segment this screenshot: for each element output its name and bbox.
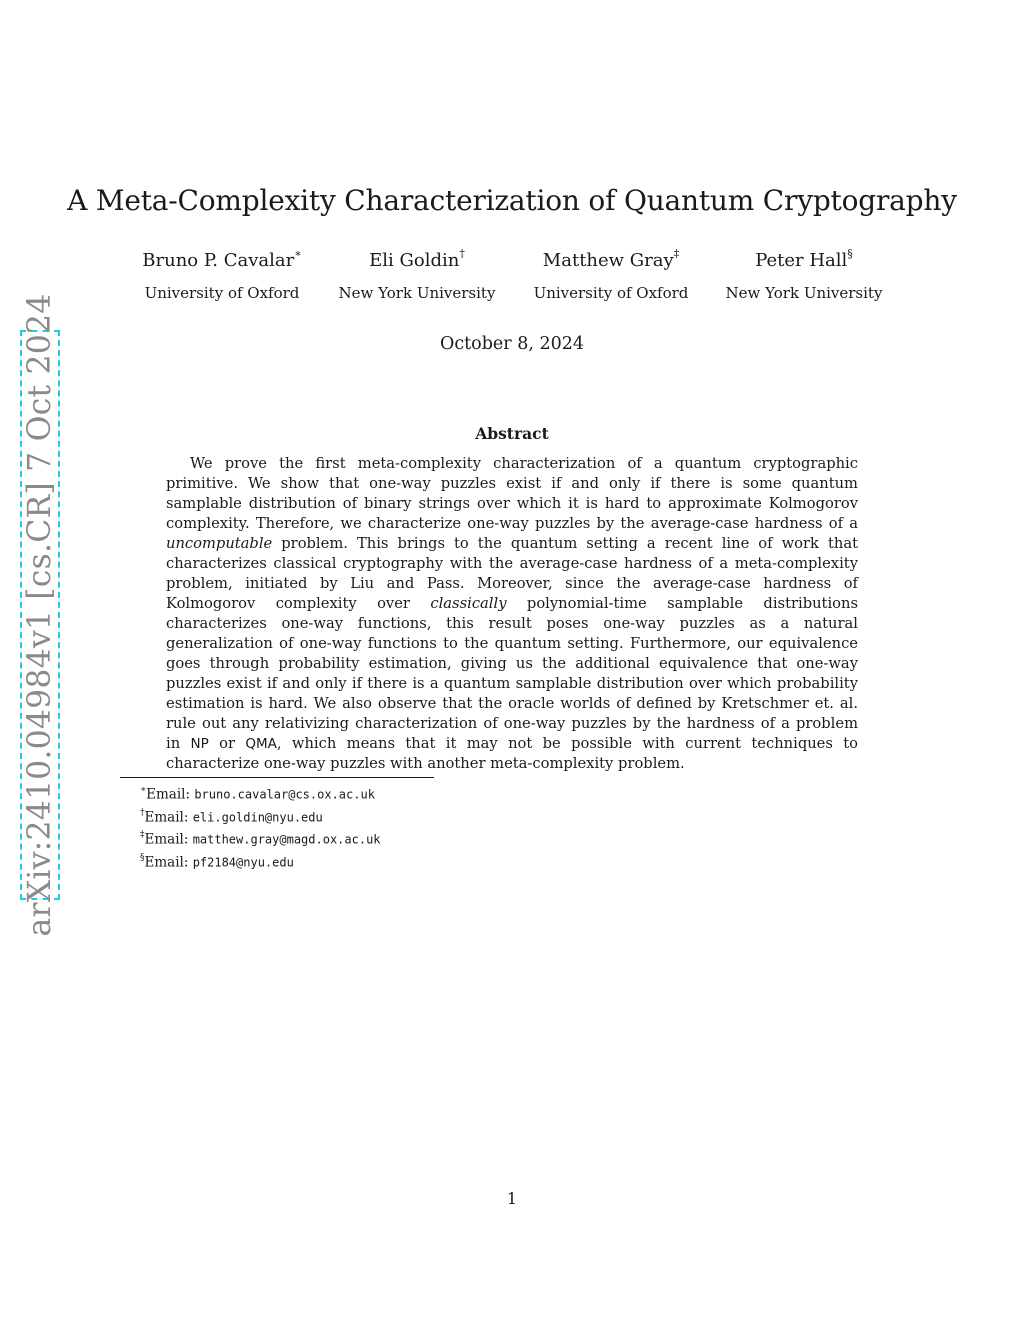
author-block — [699, 244, 909, 303]
footnote: †Email: eli.goldin@nyu.edu — [140, 807, 323, 825]
author-name: Bruno P. Cavalar∗ — [142, 247, 302, 271]
author-name: Matthew Gray‡ — [542, 247, 680, 271]
footnote-email[interactable]: pf2184@nyu.edu — [192, 855, 294, 869]
complexity-class-qma: QMA — [245, 736, 277, 752]
abstract-body: We prove the first meta-complexity characterization of a quantum cryptographic primitive. We show that one-way puzzles exist if and only if there is some quantum samplable distribution of binary strings over which it is hard to approximate Kolmogorov complexity. Therefore, we characterize one-way puzzles by the average-case hardness of a uncomputable problem. This brings to the quantum setting a recent line of work that characterizes classical cryptography with the average-case hardness of a meta-complexity problem, initiated by Liu and Pass. Moreover, since the average-case hardness of Kolmogorov complexity over classically polynomial-time samplable distributions characterizes one-way functions, this result poses one-way puzzles as a natural generalization of one-way functions to the quantum setting. Furthermore, our equivalence goes through probability estimation, giving us the additional equivalence that one-way puzzles exist if and only if there is a quantum samplable distribution over which probability estimation is hard. We also observe that the oracle worlds of defined by Kretschmer et. al. rule out any relativizing characterization of one-way puzzles by the hardness of a problem in NP or QMA, which means that it may not be possible with current techniques to characterize one-way puzzles with another meta-complexity problem. — [166, 455, 859, 772]
paper-date: October 8, 2024 — [440, 334, 584, 354]
author-name: Eli Goldin† — [369, 247, 465, 271]
arxiv-stamp: arXiv:2410.04984v1 [cs.CR] 7 Oct 2024 — [22, 293, 58, 937]
footnotes — [140, 782, 381, 872]
footnote-email[interactable]: bruno.cavalar@cs.ox.ac.uk — [194, 787, 375, 802]
author-name: Peter Hall§ — [755, 247, 853, 271]
paper-title: A Meta-Complexity Characterization of Quantum Cryptography — [67, 184, 957, 217]
author-affiliation: New York University — [725, 284, 883, 302]
author-affiliation: New York University — [338, 284, 496, 302]
footnote-email[interactable]: matthew.gray@magd.ox.ac.uk — [192, 832, 381, 847]
footnote-divider — [120, 777, 434, 778]
footnote: ‡Email: matthew.gray@magd.ox.ac.uk — [140, 830, 381, 848]
complexity-class-np: NP — [190, 736, 209, 752]
abstract-heading: Abstract — [475, 424, 549, 443]
footnote-email[interactable]: eli.goldin@nyu.edu — [192, 810, 323, 824]
footnote: §Email: pf2184@nyu.edu — [140, 852, 294, 870]
footnote: ∗Email: bruno.cavalar@cs.ox.ac.uk — [140, 785, 375, 803]
author-block — [117, 244, 327, 303]
author-affiliation: University of Oxford — [533, 284, 689, 302]
author-affiliation: University of Oxford — [144, 284, 300, 302]
page-number: 1 — [506, 1189, 518, 1208]
author-block — [312, 244, 522, 303]
author-block — [506, 244, 716, 303]
